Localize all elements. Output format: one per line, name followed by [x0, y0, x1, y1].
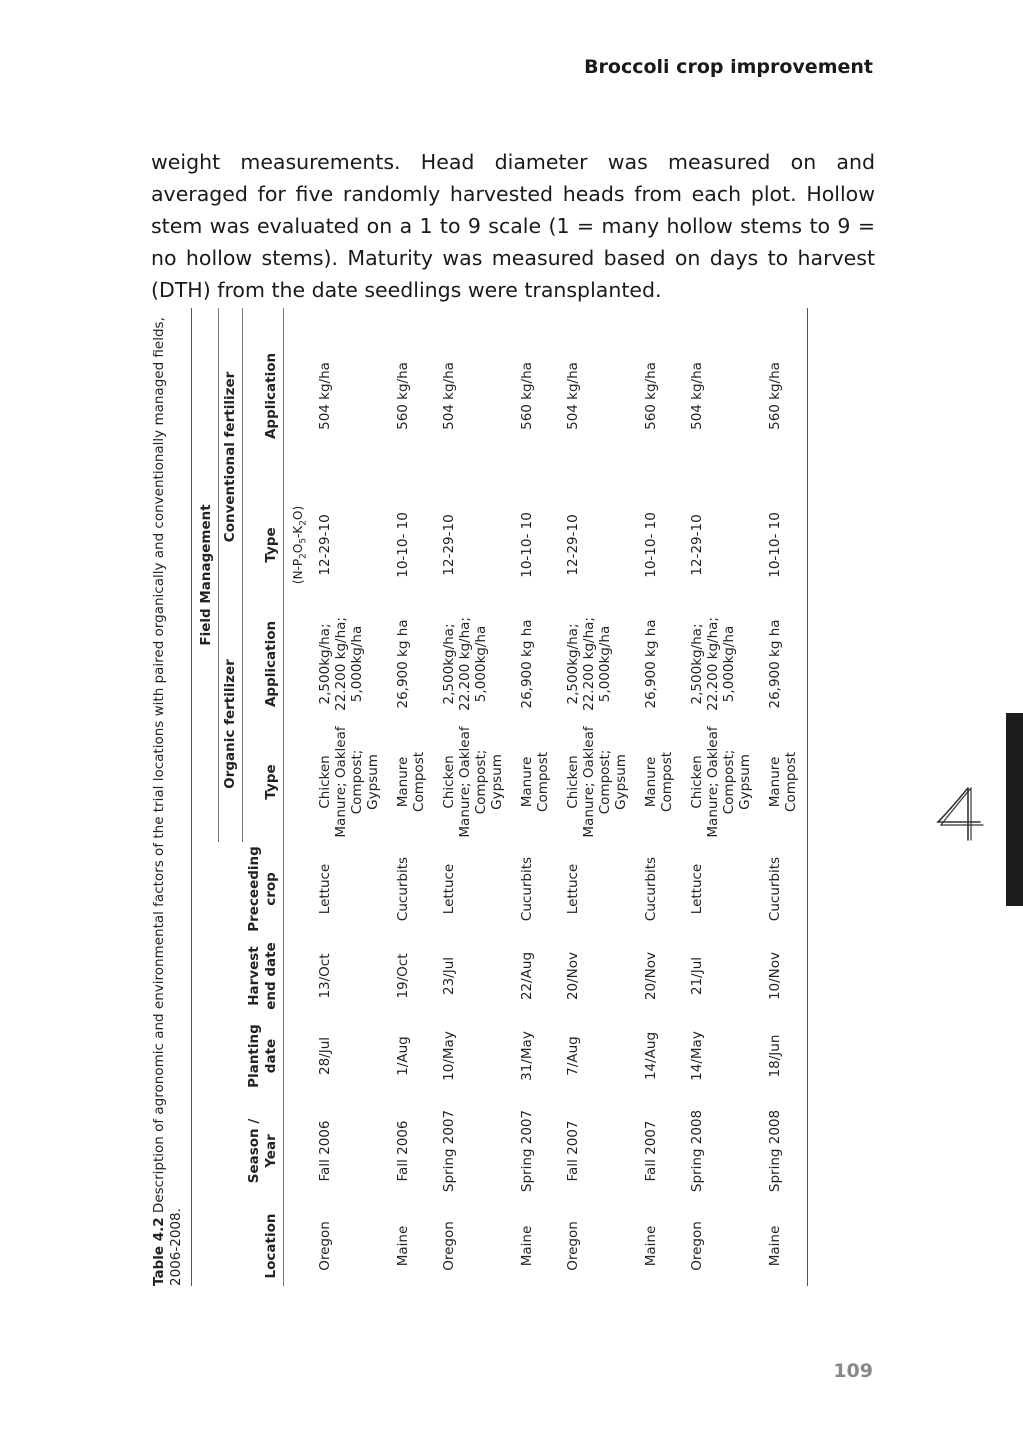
- col-conventional-type: Type: [243, 484, 284, 606]
- cell-conventional-type: 10-10- 10: [642, 512, 659, 578]
- cell-organic-application: 2,500kg/ha; 22.200 kg/ha; 5,000kg/ha: [688, 617, 737, 711]
- table-row: [435, 308, 513, 1286]
- cell-organic-type: Chicken Manure; Oakleaf Compost; Gypsum: [564, 726, 629, 838]
- cell-harvest-end-date: 13/Oct: [316, 953, 333, 999]
- cell-conventional-application: 560 kg/ha: [642, 362, 659, 430]
- cell-organic-type: Chicken Manure; Oakleaf Compost; Gypsum: [316, 726, 381, 838]
- header-row-subgroup: [219, 308, 243, 1286]
- table-caption: [151, 308, 185, 1286]
- field-management-header: Field Management: [192, 308, 219, 842]
- body-text: [151, 146, 875, 306]
- cell-planting-date: 10/May: [440, 1031, 457, 1081]
- cell-organic-application: 2,500kg/ha; 22.200 kg/ha; 5,000kg/ha: [564, 617, 613, 711]
- table-row: [761, 308, 808, 1286]
- conventional-fertilizer-header: Conventional fertilizer: [219, 308, 243, 606]
- table-row: [311, 308, 389, 1286]
- cell-season-year: Fall 2007: [564, 1120, 581, 1182]
- col-organic-application: Application: [243, 606, 284, 722]
- cell-conventional-type: 12-29-10: [440, 514, 457, 576]
- cell-conventional-application: 504 kg/ha: [688, 362, 705, 430]
- cell-preceeding-crop: Cucurbits: [642, 856, 659, 922]
- cell-conventional-application: 560 kg/ha: [761, 308, 808, 484]
- cell-planting-date: 14/Aug: [642, 1031, 659, 1081]
- cell-organic-type: Chicken Manure; Oakleaf Compost; Gypsum: [688, 726, 753, 838]
- running-head: Broccoli crop improvement: [584, 56, 873, 78]
- col-location: Location: [243, 1206, 284, 1286]
- cell-location: Maine: [642, 1225, 659, 1267]
- chapter-number-glyph: [928, 782, 992, 846]
- header-row-group: [192, 308, 219, 1286]
- cell-conventional-application: 560 kg/ha: [394, 362, 411, 430]
- cell-conventional-type: 12-29-10: [316, 514, 333, 576]
- body-paragraph: weight measurements. Head diameter was measured on and averaged for five randomly harvested heads from each plot. Hollow stem was evaluated on a 1 to 9 scale (1 = many hollow stems to 9 = no hollow stems). Maturity was measured based on days to harvest (DTH) from the date seedlings were transplanted.: [151, 150, 875, 302]
- col-conventional-application: Application: [243, 308, 284, 484]
- cell-season-year: Fall 2006: [316, 1120, 333, 1182]
- cell-organic-application: 26,900 kg ha: [394, 619, 411, 709]
- cell-location: Oregon: [440, 1221, 457, 1271]
- organic-fertilizer-header: Organic fertilizer: [219, 606, 243, 842]
- cell-conventional-application: 504 kg/ha: [564, 362, 581, 430]
- cell-preceeding-crop: Lettuce: [316, 863, 333, 915]
- cell-planting-date: 28/Jul: [316, 1037, 333, 1076]
- col-harvest-end-date: Harvest end date: [243, 936, 284, 1016]
- cell-organic-type: Manure Compost: [394, 751, 427, 812]
- cell-location: Maine: [761, 1206, 808, 1286]
- cell-location: Maine: [394, 1225, 411, 1267]
- cell-organic-type: Manure Compost: [761, 722, 808, 842]
- cell-organic-type: Manure Compost: [642, 751, 675, 812]
- table-row: [513, 308, 559, 1286]
- cell-preceeding-crop: Lettuce: [688, 863, 705, 915]
- table-row: [637, 308, 683, 1286]
- cell-planting-date: 14/May: [688, 1031, 705, 1081]
- cell-location: Maine: [518, 1225, 535, 1267]
- cell-organic-application: 26,900 kg ha: [518, 619, 535, 709]
- table-row: [389, 308, 435, 1286]
- caption-text: Description of agronomic and environmental factors of the trial locations with paired organically and conventionally managed fields, 2006-2008.: [151, 317, 184, 1286]
- trial-locations-table: [191, 308, 808, 1286]
- col-organic-type: Type: [243, 722, 284, 842]
- cell-preceeding-crop: Cucurbits: [394, 856, 411, 922]
- table-block: [151, 308, 799, 1286]
- cell-planting-date: 7/Aug: [564, 1036, 581, 1076]
- caption-label: Table 4.2: [151, 1217, 167, 1286]
- cell-preceeding-crop: Cucurbits: [518, 856, 535, 922]
- npk-label: $(N-P_2O_5-K_2O)$: [290, 505, 308, 585]
- cell-harvest-end-date: 20/Nov: [642, 951, 659, 1001]
- cell-conventional-type: 12-29-10: [688, 514, 705, 576]
- cell-organic-type: Chicken Manure; Oakleaf Compost; Gypsum: [440, 726, 505, 838]
- chapter-tab: [1006, 713, 1023, 906]
- cell-harvest-end-date: 10/Nov: [761, 936, 808, 1016]
- cell-conventional-application: 504 kg/ha: [440, 362, 457, 430]
- page-number: 109: [833, 1360, 873, 1382]
- cell-organic-application: 26,900 kg ha: [761, 606, 808, 722]
- cell-season-year: Spring 2008: [761, 1096, 808, 1206]
- cell-preceeding-crop: Cucurbits: [761, 842, 808, 936]
- cell-harvest-end-date: 21/Jul: [688, 957, 705, 996]
- col-planting-date: Planting date: [243, 1016, 284, 1096]
- cell-season-year: Fall 2006: [394, 1120, 411, 1182]
- cell-planting-date: 1/Aug: [394, 1036, 411, 1076]
- cell-harvest-end-date: 20/Nov: [564, 951, 581, 1001]
- npk-label-row: [283, 308, 311, 1286]
- cell-planting-date: 31/May: [518, 1031, 535, 1081]
- cell-preceeding-crop: Lettuce: [564, 863, 581, 915]
- cell-conventional-type: 10-10- 10: [394, 512, 411, 578]
- cell-location: Oregon: [564, 1221, 581, 1271]
- cell-season-year: Spring 2008: [688, 1109, 705, 1193]
- cell-harvest-end-date: 19/Oct: [394, 953, 411, 999]
- cell-season-year: Spring 2007: [518, 1109, 535, 1193]
- cell-conventional-type: 12-29-10: [564, 514, 581, 576]
- cell-season-year: Fall 2007: [642, 1120, 659, 1182]
- cell-organic-application: 2,500kg/ha; 22.200 kg/ha; 5,000kg/ha: [316, 617, 365, 711]
- cell-preceeding-crop: Lettuce: [440, 863, 457, 915]
- col-preceeding-crop: Preceeding crop: [243, 842, 284, 936]
- col-season-year: Season / Year: [243, 1096, 284, 1206]
- cell-organic-application: 26,900 kg ha: [642, 619, 659, 709]
- cell-location: Oregon: [688, 1221, 705, 1271]
- header-row-columns: [243, 308, 284, 1286]
- table-row: [559, 308, 637, 1286]
- cell-organic-type: Manure Compost: [518, 751, 551, 812]
- cell-organic-application: 2,500kg/ha; 22.200 kg/ha; 5,000kg/ha: [440, 617, 489, 711]
- cell-conventional-type: 10-10- 10: [518, 512, 535, 578]
- table-row: [683, 308, 761, 1286]
- cell-location: Oregon: [316, 1221, 333, 1271]
- cell-conventional-application: 504 kg/ha: [316, 362, 333, 430]
- cell-harvest-end-date: 22/Aug: [518, 951, 535, 1001]
- cell-conventional-application: 560 kg/ha: [518, 362, 535, 430]
- cell-planting-date: 18/Jun: [761, 1016, 808, 1096]
- cell-harvest-end-date: 23/Jul: [440, 957, 457, 996]
- cell-season-year: Spring 2007: [440, 1109, 457, 1193]
- cell-conventional-type: 10-10- 10: [761, 484, 808, 606]
